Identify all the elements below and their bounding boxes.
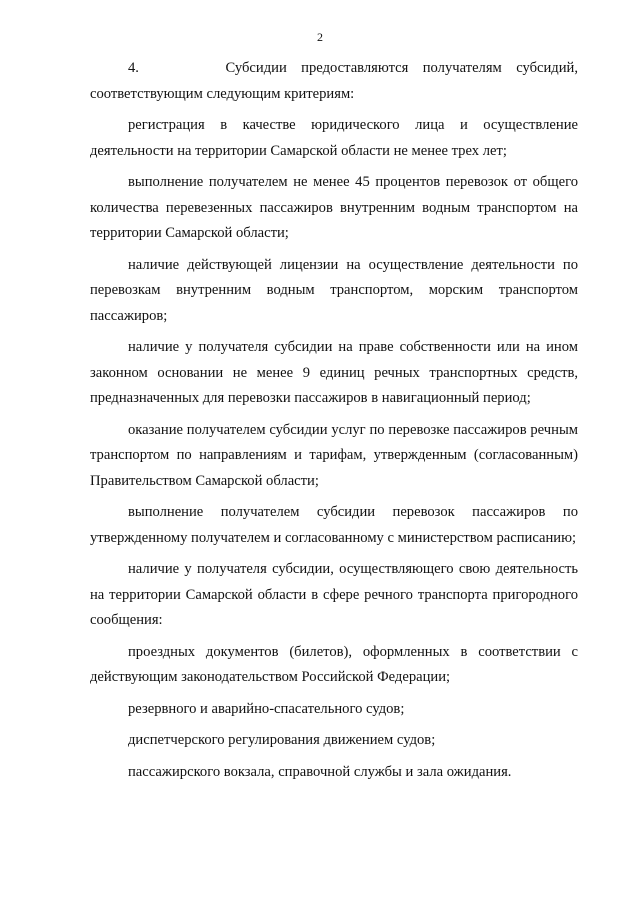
paragraph-license-criterion: наличие действующей лицензии на осуществление деятельности по перевозкам внутренним водным транспортом, морским транспортом пассажиров; <box>90 256 578 324</box>
paragraph-subsidy-criteria-intro: 4. Субсидии предоставляются получателям субсидий, соответствующим следующим критериям: <box>90 60 578 102</box>
paragraph-terminal-item: пассажирского вокзала, справочной службы и зала ожидания. <box>128 763 512 780</box>
paragraph-transport-share-criterion: выполнение получателем не менее 45 процентов перевозок от общего количества перевезенных пассажиров внутренним водным транспортом на территории Самарской области; <box>90 174 578 241</box>
paragraph-tariff-criterion: оказание получателем субсидии услуг по перевозке пассажиров речным транспортом по направлениям и тарифам, утвержденным (согласованным) Правительством Самарской области; <box>90 421 578 489</box>
paragraph-rescue-vessels-item: резервного и аварийно-спасательного судов; <box>128 700 405 717</box>
paragraph-schedule-criterion: выполнение получателем субсидии перевозок пассажиров по утвержденному получателем и согласованному с министерством расписанию; <box>90 504 578 546</box>
paragraph-registration-criterion: регистрация в качестве юридического лица и осуществление деятельности на территории Самарской области не менее трех лет; <box>90 117 578 159</box>
page-number: 2 <box>317 30 323 44</box>
document-body <box>90 56 578 785</box>
paragraph-dispatch-item: диспетчерского регулирования движением судов; <box>128 732 436 748</box>
paragraph-fleet-criterion: наличие у получателя субсидии на праве собственности или на ином законном основании не менее 9 единиц речных транспортных средств, предназначенных для перевозки пассажиров в навигационный период; <box>90 339 578 406</box>
paragraph-suburban-transport-criterion: наличие у получателя субсидии, осуществляющего свою деятельность на территории Самарской области в сфере речного транспорта пригородного сообщения: <box>90 561 578 628</box>
paragraph-tickets-item: проездных документов (билетов), оформленных в соответствии с действующим законодательством Российской Федерации; <box>90 643 578 685</box>
